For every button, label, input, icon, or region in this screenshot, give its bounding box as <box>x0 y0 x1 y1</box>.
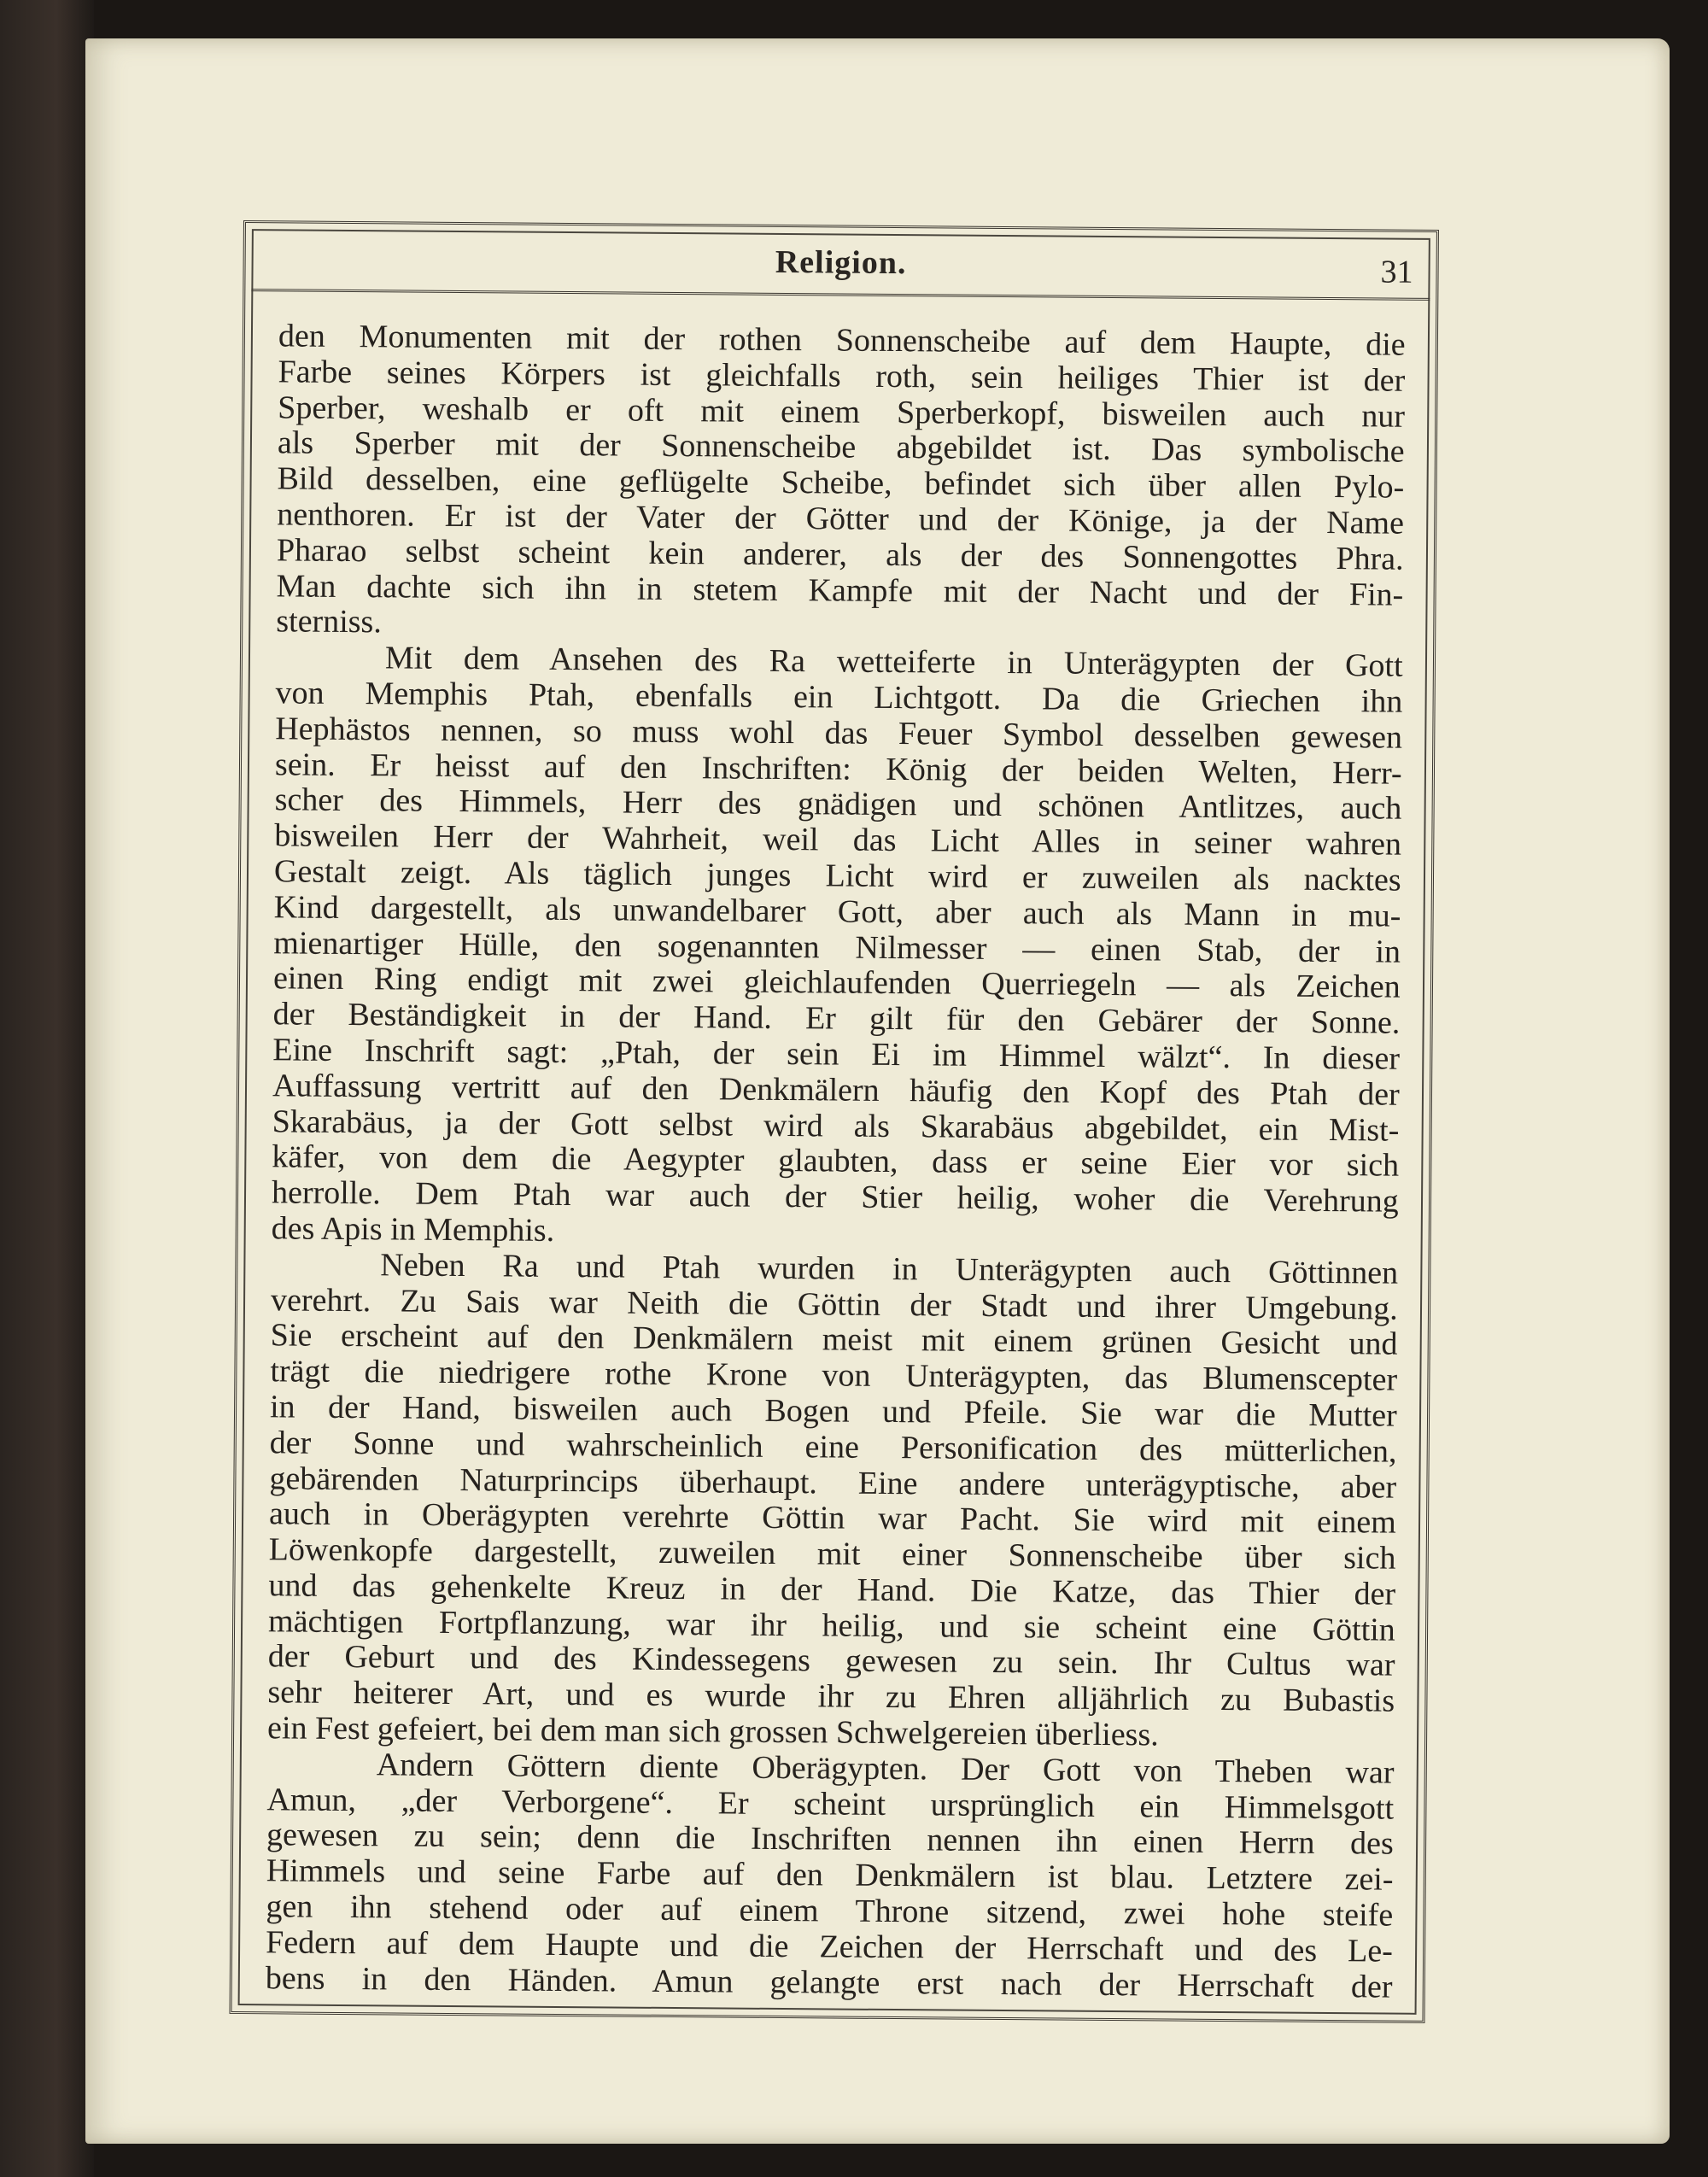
text-line: Skarabäus, ja der Gott selbst wird als Skarabäus abgebildet, ein Mist- <box>272 1103 1400 1149</box>
text-line: Löwenkopfe dargestellt, zuweilen mit einer Sonnenscheibe über sich <box>268 1531 1396 1577</box>
book-binding <box>0 0 94 2177</box>
text-line: Auffassung vertritt auf den Denkmälern häufig den Kopf des Ptah der <box>272 1068 1400 1113</box>
text-line: und das gehenkelte Kreuz in der Hand. Die Katze, das Thier der <box>268 1567 1396 1612</box>
text-line: sterniss. <box>276 603 382 641</box>
paragraph <box>267 1247 1399 1756</box>
text-line: Pharao selbst scheint kein anderer, als der des Sonnengottes Phra. <box>276 532 1404 577</box>
text-line: Neben Ra und Ptah wurden in Unterägypten auch Göttinnen <box>380 1247 1399 1291</box>
text-frame <box>230 220 1439 2023</box>
text-line: bens in den Händen. Amun gelangte erst nach der Herrschaft der <box>265 1959 1393 2005</box>
text-line: sehr heiterer Art, und es wurde ihr zu Ehren alljährlich zu Bubastis <box>267 1674 1395 1719</box>
text-line: Man dachte sich ihn in stetem Kampfe mit der Nacht und der Fin- <box>276 567 1404 613</box>
text-line: mienartiger Hülle, den sogenannten Nilmesser — einen Stab, der in <box>273 924 1401 970</box>
text-line: Federn auf dem Haupte und die Zeichen der Herrschaft und des Le- <box>266 1924 1393 1969</box>
text-line: Farbe seines Körpers ist gleichfalls roth, sein heiliges Thier ist der <box>278 354 1406 399</box>
text-line: sein. Er heisst auf den Inschriften: König der beiden Welten, Herr- <box>274 746 1402 792</box>
text-line: der Sonne und wahrscheinlich eine Personification des mütterlichen, <box>269 1424 1397 1470</box>
text-line: der Geburt und des Kindessegens gewesen zu sein. Ihr Cultus war <box>267 1638 1395 1684</box>
text-line: käfer, von dem die Aegypter glaubten, dass er seine Eier vor sich <box>272 1138 1400 1184</box>
text-line: ein Fest gefeiert, bei dem man sich grossen Schwelgereien überliess. <box>266 1710 1159 1753</box>
paragraph <box>272 640 1404 1255</box>
text-line: Sperber, weshalb er oft mit einem Sperberkopf, bisweilen auch nur <box>278 389 1406 435</box>
text-line: Gestalt zeigt. Als täglich junges Licht wird er zuweilen als nacktes <box>273 853 1401 898</box>
paragraph <box>276 319 1406 649</box>
text-line: Amun, „der Verborgene“. Er scheint ursprünglich ein Himmelsgott <box>266 1781 1395 1827</box>
text-line: als Sperber mit der Sonnenscheibe abgebildet ist. Das symbolische <box>277 424 1405 471</box>
running-head: Religion. <box>775 243 907 282</box>
text-line: Andern Göttern diente Oberägypten. Der Gott von Theben war <box>376 1747 1395 1791</box>
text-line: trägt die niedrigere rothe Krone von Unterägypten, das Blumenscepter <box>270 1353 1398 1398</box>
text-line: Kind dargestellt, als unwandelbarer Gott, aber auch als Mann in mu- <box>273 889 1401 934</box>
page-number: 31 <box>1380 254 1413 290</box>
text-line: Sie erscheint auf den Denkmälern meist mit einem grünen Gesicht und <box>270 1317 1398 1362</box>
text-line: gebärenden Naturprincips überhaupt. Eine andere unterägyptische, aber <box>269 1460 1397 1506</box>
text-line: Mit dem Ansehen des Ra wetteiferte in Unterägypten der Gott <box>384 640 1403 684</box>
text-line: Eine Inschrift sagt: „Ptah, der sein Ei im Himmel wälzt“. In dieser <box>272 1032 1401 1077</box>
text-line: Himmels und seine Farbe auf den Denkmälern ist blau. Letztere zei- <box>266 1852 1394 1898</box>
text-line: von Memphis Ptah, ebenfalls ein Lichtgott. Da die Griechen ihn <box>275 675 1403 720</box>
text-line: nenthoren. Er ist der Vater der Götter und der Könige, ja der Name <box>277 496 1405 541</box>
text-line: verehrt. Zu Sais war Neith die Göttin der Stadt und ihrer Umgebung. <box>270 1281 1398 1327</box>
text-line: in der Hand, bisweilen auch Bogen und Pfeile. Sie war die Mutter <box>269 1389 1397 1434</box>
text-line: gewesen zu sein; denn die Inschriften nennen ihn einen Herrn des <box>266 1817 1394 1863</box>
body-text <box>266 319 1406 2005</box>
text-line: mächtigen Fortpflanzung, war ihr heilig, und sie scheint eine Göttin <box>267 1602 1395 1648</box>
text-line: auch in Oberägypten verehrte Göttin war Pacht. Sie wird mit einem <box>268 1495 1396 1541</box>
text-line: scher des Himmels, Herr des gnädigen und schönen Antlitzes, auch <box>274 781 1402 828</box>
text-line: gen ihn stehend oder auf einem Throne sitzend, zwei hohe steife <box>266 1888 1394 1934</box>
text-line: des Apis in Memphis. <box>271 1210 555 1249</box>
text-line: den Monumenten mit der rothen Sonnenscheibe auf dem Haupte, die <box>278 318 1406 363</box>
paragraph <box>266 1747 1395 2005</box>
text-line: herrolle. Dem Ptah war auch der Stier heilig, woher die Verehrung <box>271 1174 1399 1220</box>
text-line: Hephästos nennen, so muss wohl das Feuer Symbol desselben gewesen <box>275 711 1403 756</box>
text-line: Bild desselben, eine geflügelte Scheibe, befindet sich über allen Pylo- <box>277 460 1405 506</box>
text-line: bisweilen Herr der Wahrheit, weil das Licht Alles in seiner wahren <box>274 817 1402 863</box>
text-line: einen Ring endigt mit zwei gleichlaufenden Querriegeln — als Zeichen <box>272 960 1401 1006</box>
text-line: der Beständigkeit in der Hand. Er gilt für den Gebärer der Sonne. <box>272 996 1401 1041</box>
